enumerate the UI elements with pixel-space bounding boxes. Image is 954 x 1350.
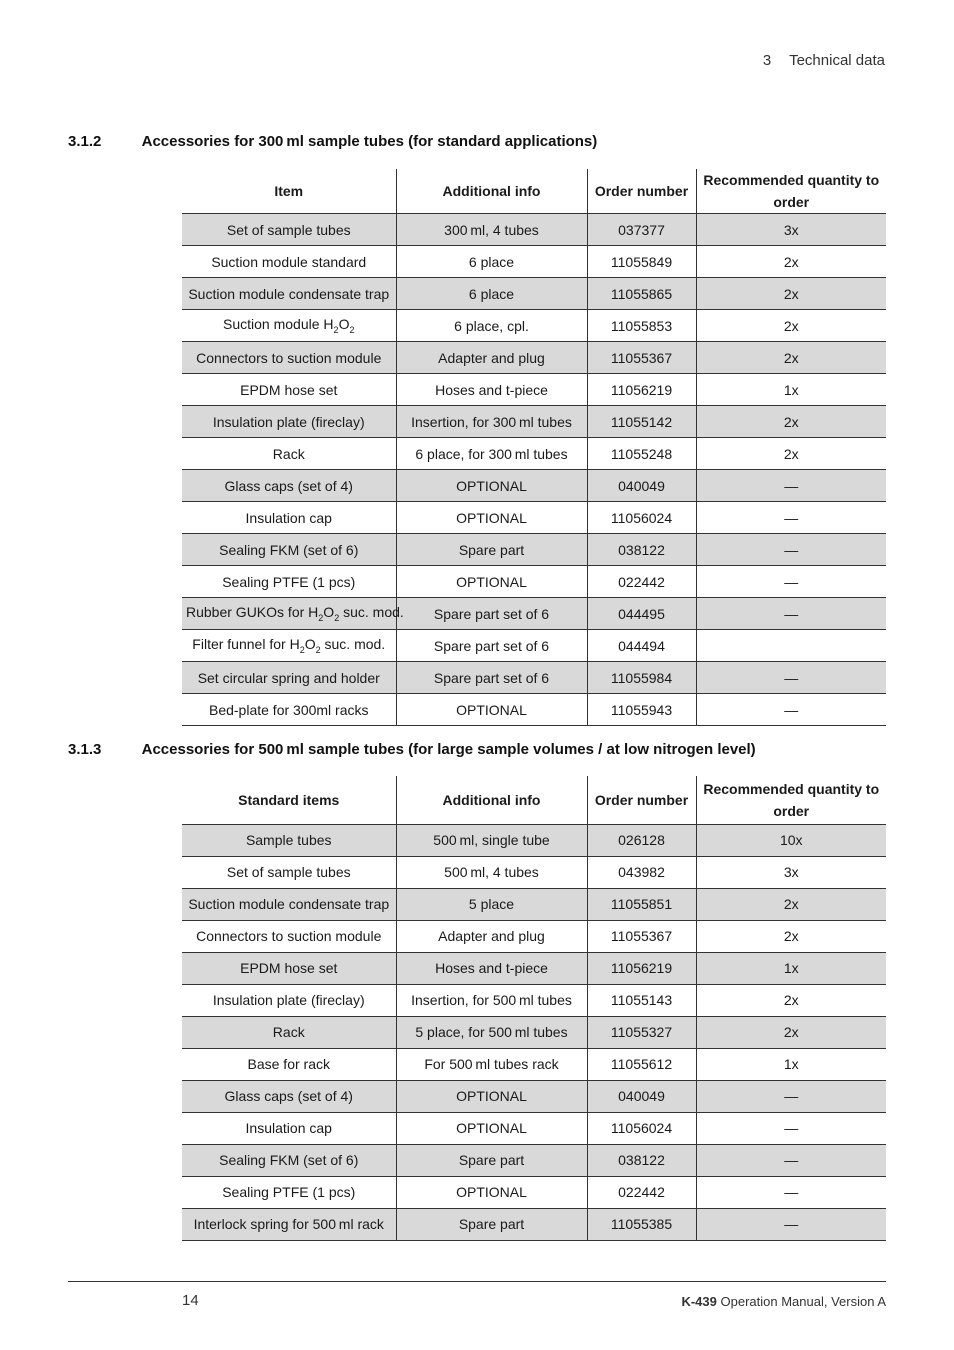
order-number-cell: 040049 [587, 470, 696, 502]
item-cell: Sealing FKM (set of 6) [182, 534, 396, 566]
additional-info-cell: 6 place, cpl. [396, 310, 587, 342]
order-number-cell: 037377 [587, 214, 696, 246]
column-header: Additional info [396, 169, 587, 214]
item-cell: Base for rack [182, 1048, 396, 1080]
quantity-cell: 2x [696, 888, 886, 920]
table-body [182, 824, 886, 1240]
quantity-cell: 1x [696, 374, 886, 406]
additional-info-cell: OPTIONAL [396, 566, 587, 598]
quantity-cell: 2x [696, 984, 886, 1016]
manual-version: Operation Manual, Version A [720, 1294, 886, 1309]
quantity-cell: — [696, 1176, 886, 1208]
additional-info-cell: Insertion, for 500 ml tubes [396, 984, 587, 1016]
quantity-cell: 2x [696, 310, 886, 342]
quantity-cell: — [696, 1112, 886, 1144]
item-cell: Connectors to suction module [182, 920, 396, 952]
order-number-cell: 040049 [587, 1080, 696, 1112]
order-number-cell: 11056219 [587, 374, 696, 406]
order-number-cell: 11055865 [587, 278, 696, 310]
order-number-cell: 11055367 [587, 342, 696, 374]
accessories-300ml-table [182, 169, 886, 726]
additional-info-cell: Spare part set of 6 [396, 598, 587, 630]
order-number-cell: 043982 [587, 856, 696, 888]
item-cell: Suction module condensate trap [182, 888, 396, 920]
table-header-row [182, 776, 886, 824]
quantity-cell: — [696, 694, 886, 726]
additional-info-cell: Spare part [396, 1208, 587, 1240]
table-header-row [182, 169, 886, 214]
footer-divider [68, 1281, 886, 1282]
section-heading-3-1-3 [68, 741, 756, 758]
table-row [182, 920, 886, 952]
order-number-cell: 11055142 [587, 406, 696, 438]
additional-info-cell: 6 place, for 300 ml tubes [396, 438, 587, 470]
order-number-cell: 026128 [587, 824, 696, 856]
accessories-500ml-table [182, 776, 886, 1241]
page-number: 14 [182, 1292, 199, 1309]
item-cell: Set of sample tubes [182, 856, 396, 888]
additional-info-cell: Spare part [396, 534, 587, 566]
quantity-cell: 1x [696, 1048, 886, 1080]
table-row [182, 438, 886, 470]
item-cell: Glass caps (set of 4) [182, 470, 396, 502]
additional-info-cell: Spare part set of 6 [396, 662, 587, 694]
quantity-cell: 1x [696, 952, 886, 984]
additional-info-cell: For 500 ml tubes rack [396, 1048, 587, 1080]
table-row [182, 1144, 886, 1176]
item-cell: Filter funnel for $H_2O_2$ suc. mod. [182, 630, 396, 662]
quantity-cell: — [696, 502, 886, 534]
additional-info-cell: OPTIONAL [396, 1080, 587, 1112]
table-row [182, 246, 886, 278]
table-row [182, 374, 886, 406]
table-row [182, 1048, 886, 1080]
order-number-cell: 11056024 [587, 1112, 696, 1144]
additional-info-cell: 500 ml, 4 tubes [396, 856, 587, 888]
order-number-cell: 11055849 [587, 246, 696, 278]
additional-info-cell: Spare part [396, 1144, 587, 1176]
quantity-cell: — [696, 566, 886, 598]
quantity-cell: 2x [696, 278, 886, 310]
table-row [182, 502, 886, 534]
page-header [763, 52, 885, 69]
additional-info-cell: OPTIONAL [396, 694, 587, 726]
order-number-cell: 022442 [587, 566, 696, 598]
table-row [182, 406, 886, 438]
item-cell: Sealing PTFE (1 pcs) [182, 1176, 396, 1208]
table-row [182, 1112, 886, 1144]
table-row [182, 470, 886, 502]
additional-info-cell: Adapter and plug [396, 920, 587, 952]
product-name: K-439 [681, 1294, 717, 1309]
table-row [182, 856, 886, 888]
table-row [182, 566, 886, 598]
quantity-cell: — [696, 470, 886, 502]
table-row [182, 1176, 886, 1208]
item-cell: Insulation cap [182, 502, 396, 534]
column-header: Recommended quantity to order [696, 169, 886, 214]
item-cell: Interlock spring for 500 ml rack [182, 1208, 396, 1240]
order-number-cell: 11055327 [587, 1016, 696, 1048]
quantity-cell: 2x [696, 1016, 886, 1048]
table-body [182, 214, 886, 726]
additional-info-cell: 300 ml, 4 tubes [396, 214, 587, 246]
item-cell: Glass caps (set of 4) [182, 1080, 396, 1112]
item-cell: Insulation cap [182, 1112, 396, 1144]
order-number-cell: 11055851 [587, 888, 696, 920]
item-cell: Suction module $H_2O_2$ [182, 310, 396, 342]
quantity-cell: — [696, 1144, 886, 1176]
item-cell: EPDM hose set [182, 952, 396, 984]
section-title: Accessories for 500 ml sample tubes (for large sample volumes / at low nitrogen level) [141, 741, 756, 758]
quantity-cell: — [696, 1080, 886, 1112]
item-cell: Sample tubes [182, 824, 396, 856]
section-number: 3.1.3 [68, 741, 102, 758]
order-number-cell: 044494 [587, 630, 696, 662]
item-cell: Suction module standard [182, 246, 396, 278]
additional-info-cell: OPTIONAL [396, 1112, 587, 1144]
order-number-cell: 11055612 [587, 1048, 696, 1080]
column-header: Recommended quantity to order [696, 776, 886, 824]
table-row [182, 662, 886, 694]
additional-info-cell: Hoses and t-piece [396, 952, 587, 984]
table-row [182, 984, 886, 1016]
table-row [182, 952, 886, 984]
additional-info-cell: 6 place [396, 278, 587, 310]
column-header: Order number [587, 169, 696, 214]
additional-info-cell: 6 place [396, 246, 587, 278]
quantity-cell: 2x [696, 406, 886, 438]
column-header: Additional info [396, 776, 587, 824]
table-row [182, 598, 886, 630]
quantity-cell: 2x [696, 342, 886, 374]
additional-info-cell: 5 place [396, 888, 587, 920]
table-row [182, 214, 886, 246]
item-cell: Sealing PTFE (1 pcs) [182, 566, 396, 598]
item-cell: EPDM hose set [182, 374, 396, 406]
quantity-cell: — [696, 534, 886, 566]
additional-info-cell: 5 place, for 500 ml tubes [396, 1016, 587, 1048]
item-cell: Suction module condensate trap [182, 278, 396, 310]
section-number: 3.1.2 [68, 133, 102, 150]
item-cell: Rack [182, 1016, 396, 1048]
item-cell: Insulation plate (fireclay) [182, 406, 396, 438]
chapter-title: Technical data [789, 52, 885, 69]
item-cell: Insulation plate (fireclay) [182, 984, 396, 1016]
table-row [182, 278, 886, 310]
order-number-cell: 022442 [587, 1176, 696, 1208]
quantity-cell: 2x [696, 246, 886, 278]
order-number-cell: 11056219 [587, 952, 696, 984]
additional-info-cell: OPTIONAL [396, 470, 587, 502]
table-row [182, 1080, 886, 1112]
order-number-cell: 038122 [587, 534, 696, 566]
item-cell: Rubber GUKOs for $H_2O_2$ suc. mod. [182, 598, 396, 630]
quantity-cell: 3x [696, 214, 886, 246]
order-number-cell: 11055984 [587, 662, 696, 694]
table-row [182, 310, 886, 342]
order-number-cell: 11055943 [587, 694, 696, 726]
quantity-cell: 2x [696, 920, 886, 952]
additional-info-cell: 500 ml, single tube [396, 824, 587, 856]
quantity-cell: — [696, 1208, 886, 1240]
table-row [182, 1208, 886, 1240]
item-cell: Rack [182, 438, 396, 470]
additional-info-cell: Hoses and t-piece [396, 374, 587, 406]
order-number-cell: 11055248 [587, 438, 696, 470]
order-number-cell: 11055853 [587, 310, 696, 342]
quantity-cell: — [696, 598, 886, 630]
order-number-cell: 038122 [587, 1144, 696, 1176]
column-header: Standard items [182, 776, 396, 824]
table-row [182, 694, 886, 726]
order-number-cell: 11055367 [587, 920, 696, 952]
additional-info-cell: Adapter and plug [396, 342, 587, 374]
additional-info-cell: Spare part set of 6 [396, 630, 587, 662]
additional-info-cell: OPTIONAL [396, 1176, 587, 1208]
table-row [182, 824, 886, 856]
order-number-cell: 044495 [587, 598, 696, 630]
table-row [182, 630, 886, 662]
quantity-cell: 2x [696, 438, 886, 470]
item-cell: Bed-plate for 300ml racks [182, 694, 396, 726]
quantity-cell: — [696, 662, 886, 694]
additional-info-cell: OPTIONAL [396, 502, 587, 534]
column-header: Item [182, 169, 396, 214]
chapter-number: 3 [762, 52, 772, 69]
quantity-cell: 3x [696, 856, 886, 888]
table-row [182, 342, 886, 374]
quantity-cell: 10x [696, 824, 886, 856]
order-number-cell: 11055143 [587, 984, 696, 1016]
item-cell: Sealing FKM (set of 6) [182, 1144, 396, 1176]
item-cell: Connectors to suction module [182, 342, 396, 374]
order-number-cell: 11055385 [587, 1208, 696, 1240]
table-row [182, 534, 886, 566]
item-cell: Set of sample tubes [182, 214, 396, 246]
footer-document-info [681, 1294, 886, 1309]
table-row [182, 1016, 886, 1048]
column-header: Order number [587, 776, 696, 824]
additional-info-cell: Insertion, for 300 ml tubes [396, 406, 587, 438]
order-number-cell: 11056024 [587, 502, 696, 534]
section-title: Accessories for 300 ml sample tubes (for standard applications) [141, 133, 598, 150]
item-cell: Set circular spring and holder [182, 662, 396, 694]
table-row [182, 888, 886, 920]
quantity-cell [696, 630, 886, 662]
section-heading-3-1-2 [68, 133, 597, 150]
